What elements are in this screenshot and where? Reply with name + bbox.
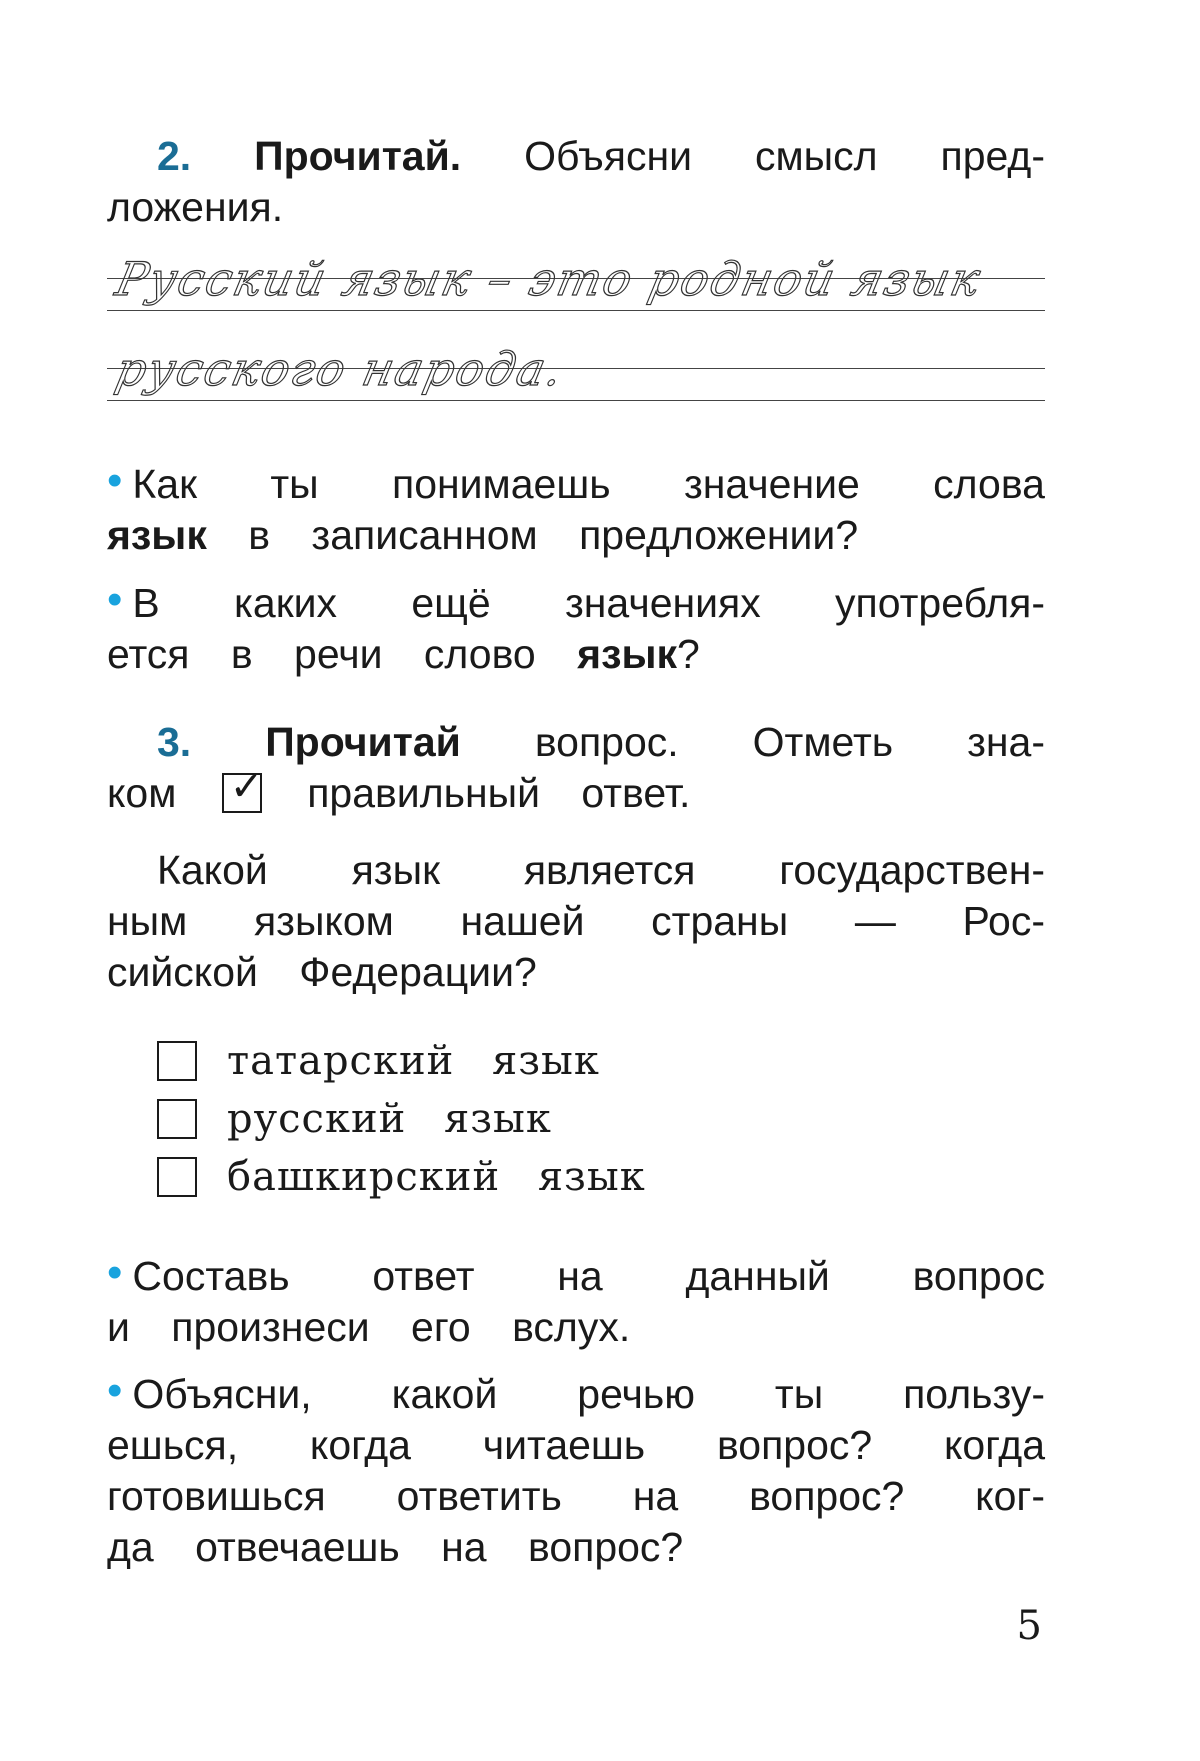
task-2-question-2: • В каких ещё значениях употребля- ется в речи слово язык?: [107, 575, 1045, 677]
task-2-text-line1: Объясни смысл пред-: [524, 133, 1045, 179]
page-number: 5: [1016, 1603, 1042, 1649]
option-bashkir[interactable]: башкирский язык: [157, 1148, 646, 1206]
task-3-number: 3.: [157, 719, 192, 765]
bullet-icon: •: [107, 575, 123, 624]
bullet-icon: •: [107, 1366, 123, 1415]
checkbox[interactable]: [157, 1041, 197, 1081]
writing-rule: [107, 400, 1045, 401]
writing-rule: [107, 310, 1045, 311]
answer-options: [157, 1032, 646, 1206]
option-russian[interactable]: русский язык: [157, 1090, 646, 1148]
task-2-instructions: [107, 131, 1045, 233]
task-2-question-1: • Как ты понимаешь значение слова язык в записанном предложении?: [107, 456, 1045, 558]
task-2-number: 2.: [157, 133, 192, 179]
cursive-sentence-line2: русского народа.: [111, 342, 570, 396]
task-3-followup-2: • Объясни, какой речью ты пользу- ешься, когда читаешь вопрос? когда готовишься ответить на вопрос? ког- да отвечаешь на вопрос?: [107, 1366, 1045, 1570]
handwriting-lines: [107, 250, 1045, 410]
task-3-title: Прочитай: [265, 719, 461, 765]
checkbox[interactable]: [157, 1157, 197, 1197]
task-2-title: Прочитай.: [254, 133, 462, 179]
checked-box-icon: ✓: [222, 773, 262, 813]
bold-word: язык: [577, 631, 677, 677]
cursive-sentence-line1: Русский язык – это родной язык: [111, 252, 987, 306]
option-tatar[interactable]: татарский язык: [157, 1032, 646, 1090]
bullet-icon: •: [107, 456, 123, 505]
task-3-question: Какой язык является государствен- ным языком нашей страны — Рос- сийской Федерации?: [107, 847, 1045, 995]
task-3-followup-1: • Составь ответ на данный вопрос и произнеси его вслух.: [107, 1248, 1045, 1350]
task-3-instructions: 3. Прочитай вопрос. Отметь зна- ком ✓ правильный ответ.: [107, 719, 1045, 816]
bold-word: язык: [107, 512, 207, 558]
bullet-icon: •: [107, 1248, 123, 1297]
task-2-text-line2: ложения.: [107, 184, 284, 230]
checkbox[interactable]: [157, 1099, 197, 1139]
